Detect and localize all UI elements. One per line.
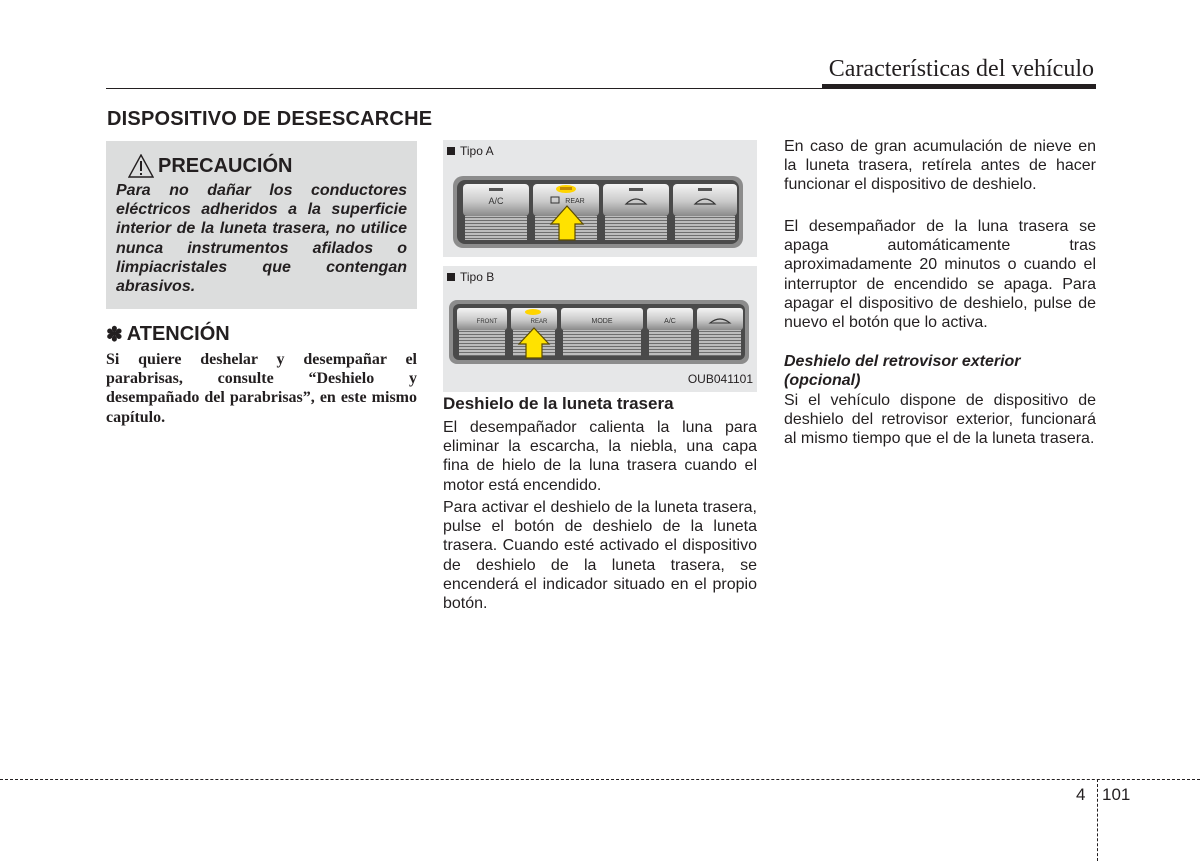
panel-a-button-rear-label: REAR: [565, 198, 585, 205]
caution-title-row: [128, 151, 407, 181]
figure-type-a: [443, 140, 757, 257]
caution-text: Para no dañar los conductores eléctricos adheridos a la superficie interior de la luneta trasera, no utilice nunca instrumentos afilados o limpiacristales que contengan abrasivos.: [116, 182, 407, 296]
panel-b-button-mode-label: MODE: [591, 318, 613, 325]
attention-title: ATENCIÓN: [126, 323, 230, 345]
footer-divider: [1097, 779, 1098, 861]
figure-type-a-label-text: Tipo A: [460, 144, 494, 158]
rear-defrost-paragraph-2: Para activar el deshielo de la luneta trasera, pulse el botón de deshielo de la luneta trasera. Cuando esté activado el dispositivo de deshielo de la luneta trasera, se encenderá el indicador situado en el propio botón.: [443, 499, 757, 613]
mirror-defrost-text: Si el vehículo dispone de dispositivo de deshielo del retrovisor exterior, funcionará al mismo tiempo que el de la luneta trasera.: [784, 392, 1096, 448]
header-rule: [106, 88, 822, 89]
footer-rule: [0, 779, 1200, 780]
rear-defrost-heading: Deshielo de la luneta trasera: [443, 394, 674, 413]
square-bullet-icon: [447, 147, 455, 155]
mirror-defrost-heading: Deshielo del retrovisor exterior (opcional): [784, 353, 1021, 390]
asterisk-icon: ✽: [106, 324, 123, 346]
figure-type-a-label: [447, 144, 494, 158]
header-rule-accent: [822, 84, 1096, 89]
square-bullet-icon: [447, 273, 455, 281]
panel-b-button-front-label: FRONT: [476, 319, 498, 325]
panel-b-button-ac-label: A/C: [664, 318, 676, 325]
attention-title-row: [106, 322, 230, 347]
attention-text: Si quiere deshelar y desempañar el parabrisas, consulte “Deshielo y desempañado del parabrisas”, en este mismo capítulo.: [106, 351, 417, 426]
figure-code: OUB041101: [687, 372, 753, 386]
chapter-number: 4: [1076, 785, 1086, 804]
rear-defrost-paragraph-4: El desempañador de la luna trasera se apaga automáticamente tras aproximadamente 20 minutos o cuando el interruptor de encendido se apaga. Para apagar el dispositivo de deshielo, pulse de nuevo el botón que lo activa.: [784, 218, 1096, 332]
figure-type-b: [443, 266, 757, 392]
warning-triangle-icon: [128, 154, 154, 178]
figure-type-b-label: [447, 270, 494, 284]
caution-title: PRECAUCIÓN: [158, 154, 293, 177]
section-heading: DISPOSITIVO DE DESESCARCHE: [107, 108, 433, 130]
panel-b-button-rear-label: REAR: [530, 319, 548, 325]
caution-box: [106, 141, 417, 309]
page-header-title: Características del vehículo: [828, 56, 1094, 82]
figure-type-b-label-text: Tipo B: [460, 270, 495, 284]
rear-defrost-paragraph-3: En caso de gran acumulación de nieve en la luneta trasera, retírela antes de hacer funcionar el dispositivo de deshielo.: [784, 138, 1096, 194]
page-number: 101: [1102, 785, 1131, 804]
panel-a-button-ac-label: A/C: [488, 196, 504, 206]
rear-defrost-paragraph-1: El desempañador calienta la luna para eliminar la escarcha, la niebla, una capa fina de hielo de la luna trasera cuando el motor está encendido.: [443, 419, 757, 494]
